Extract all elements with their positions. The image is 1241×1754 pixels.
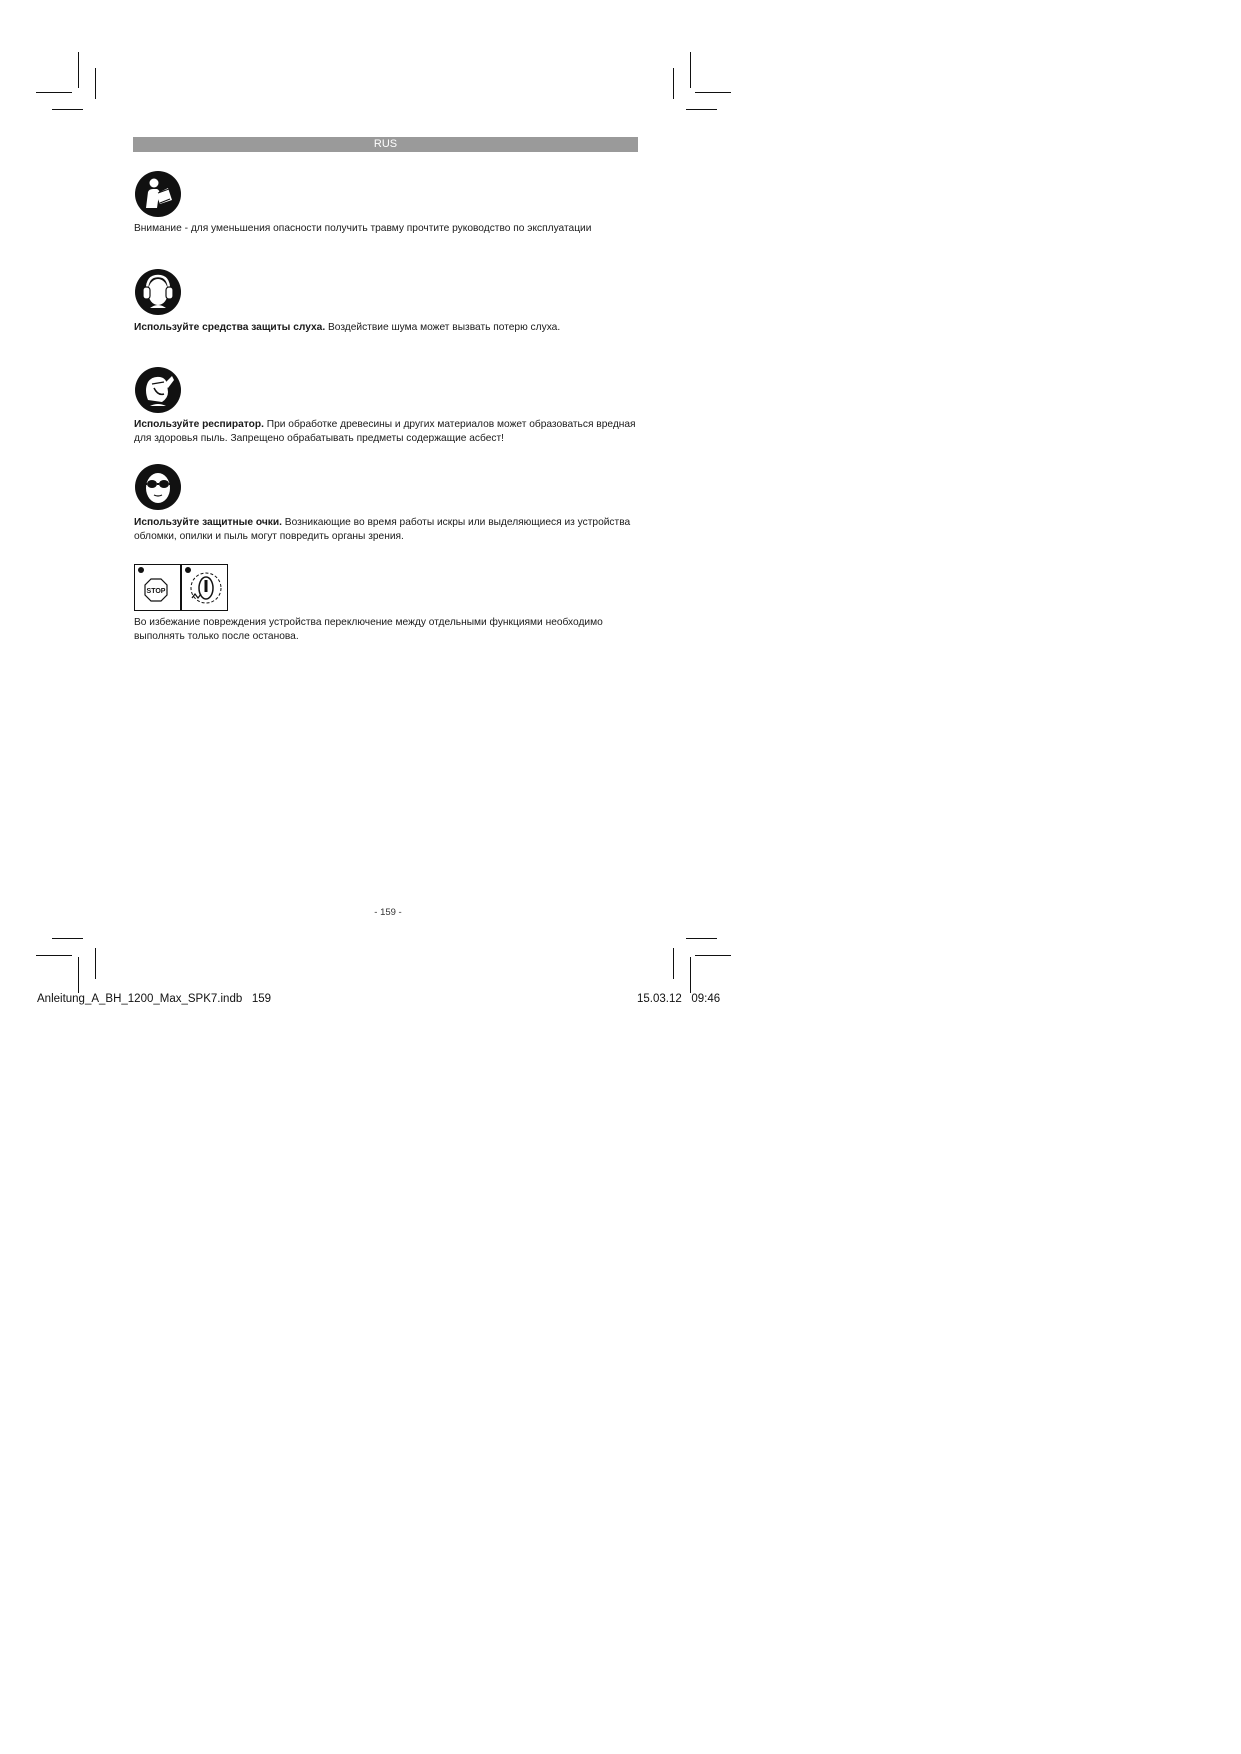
crop-mark [673, 948, 674, 979]
section-text: Воздействие шума может вызвать потерю слуха. [325, 322, 561, 333]
safety-glasses-icon [134, 463, 182, 511]
ear-protection-icon [134, 268, 182, 316]
language-header: RUS [133, 137, 638, 152]
section-title: Используйте защитные очки. [134, 517, 282, 528]
crop-mark [686, 938, 717, 939]
warning-respirator [134, 418, 654, 446]
section-text: Во избежание повреждения устройства переключение между отдельными функциями необходимо выполнять только после останова. [134, 617, 603, 642]
crop-mark [690, 52, 691, 88]
stop-switch-icon [134, 564, 228, 611]
warning-read-manual [134, 222, 654, 236]
crop-mark [695, 955, 731, 956]
section-text: При обработке древесины и других материалов может образоваться вредная для здоровья пыль. Запрещено обрабатывать предметы содержащие асбест! [134, 419, 636, 444]
warning-safety-glasses [134, 516, 654, 544]
crop-mark [695, 92, 731, 93]
section-title: Используйте средства защиты слуха. [134, 322, 326, 333]
crop-mark [52, 938, 83, 939]
warning-ear-protection [134, 321, 654, 335]
crop-mark [36, 92, 72, 93]
respirator-icon [134, 366, 182, 414]
crop-mark [673, 68, 674, 99]
warning-stop-before-switch [134, 616, 654, 644]
crop-mark [52, 109, 83, 110]
crop-mark [686, 109, 717, 110]
page-number: - 159 - [374, 907, 402, 918]
print-footer-file: Anleitung_A_BH_1200_Max_SPK7.indb 159 [37, 993, 272, 1005]
print-footer-datetime: 15.03.12 09:46 [637, 993, 721, 1005]
crop-mark [78, 957, 79, 993]
crop-mark [95, 948, 96, 979]
stop-label: STOP [146, 588, 166, 595]
section-title: Используйте респиратор. [134, 419, 264, 430]
crop-mark [78, 52, 79, 88]
section-text: Возникающие во время работы искры или выделяющиеся из устройства обломки, опилки и пыль могут повредить органы зрения. [134, 517, 631, 542]
crop-mark [95, 68, 96, 99]
read-manual-icon [134, 170, 182, 218]
crop-mark [690, 957, 691, 993]
section-text: Внимание - для уменьшения опасности получить травму прочтите руководство по эксплуатации [134, 223, 592, 234]
crop-mark [36, 955, 72, 956]
